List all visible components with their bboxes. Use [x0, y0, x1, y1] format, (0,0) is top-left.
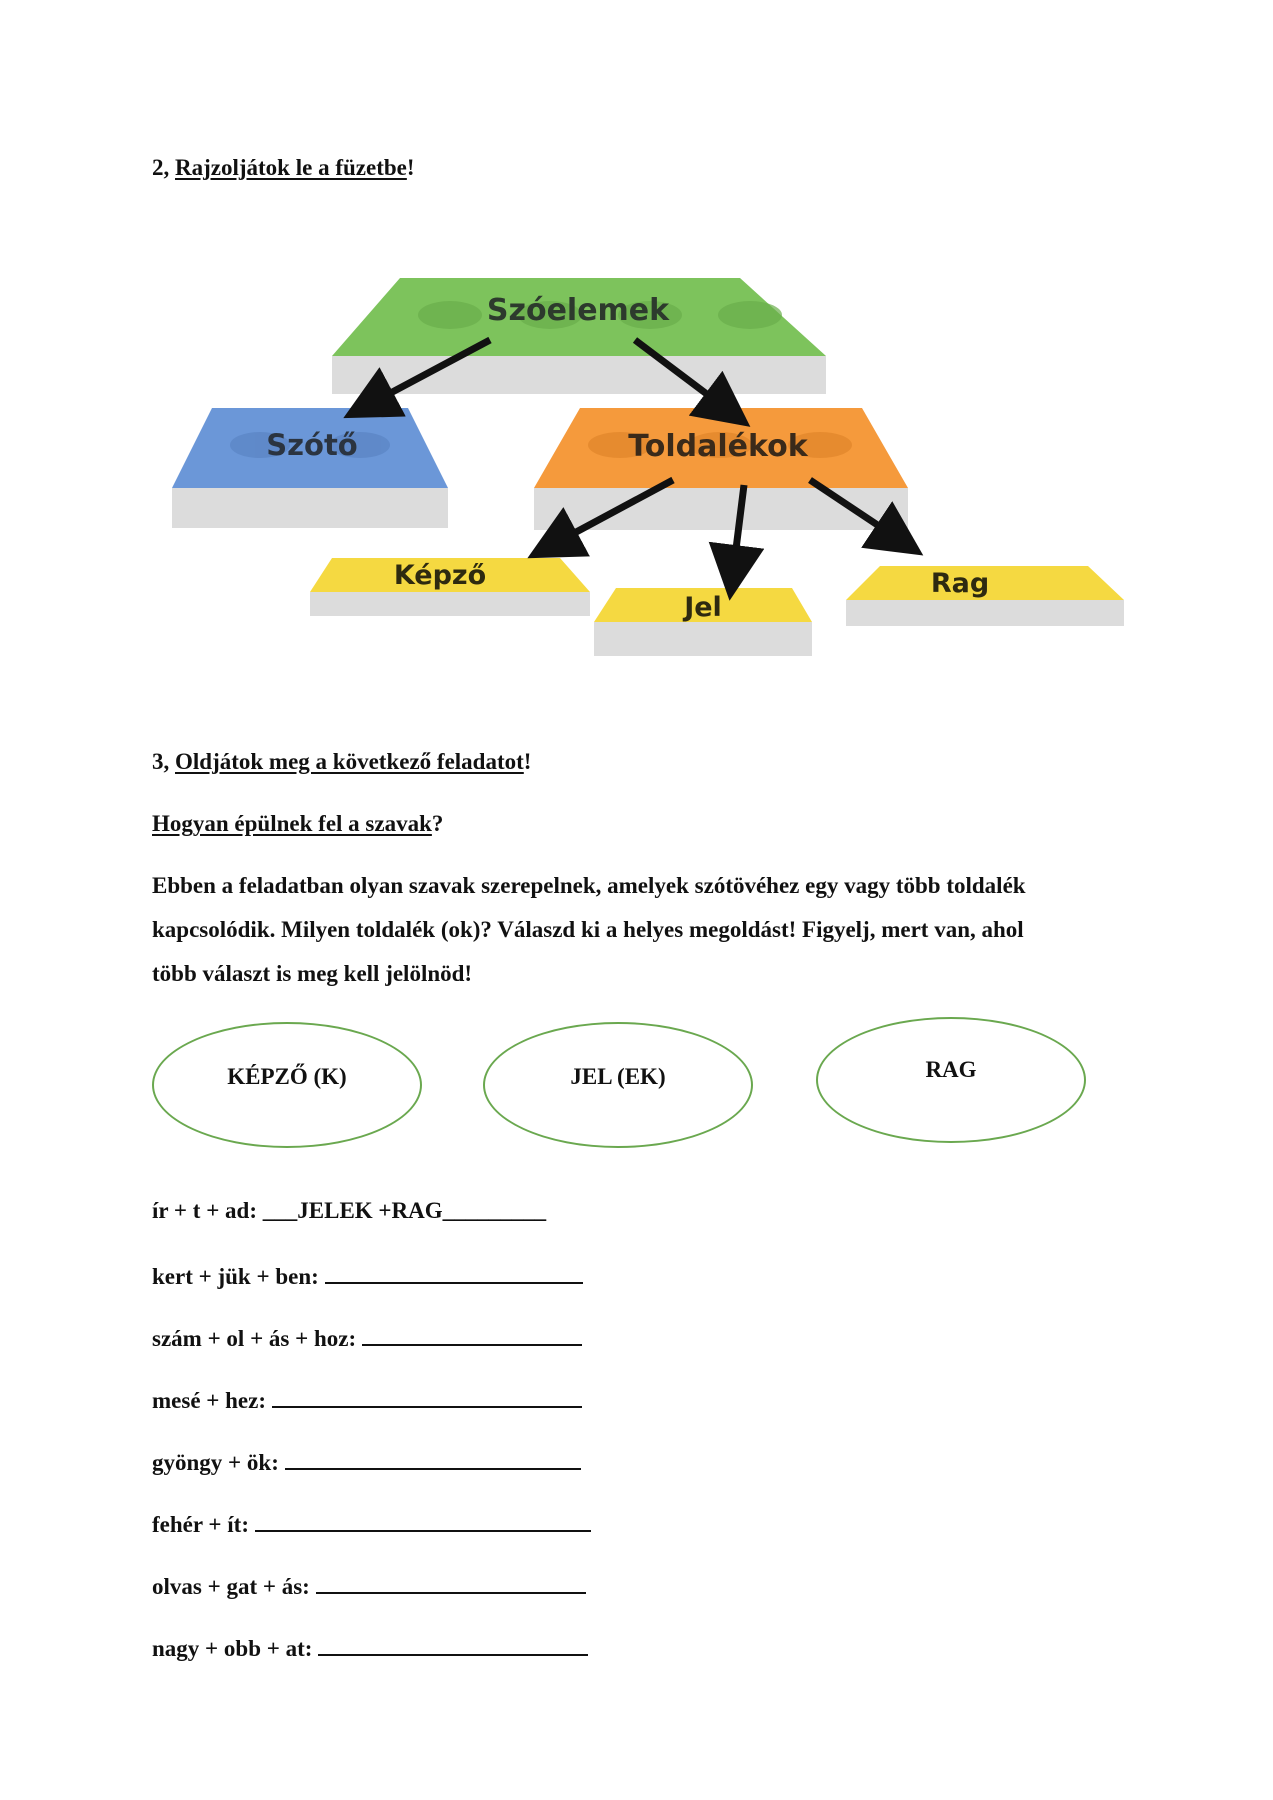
block-stem — [172, 408, 448, 528]
answer-field[interactable]: ___JELEK +RAG_________ — [262, 1198, 547, 1223]
section3-question — [152, 810, 443, 838]
section3-instruction: Oldjátok meg a következő feladatot — [175, 749, 524, 774]
section2-end: ! — [406, 155, 415, 180]
exercise-word: kert + jük + ben: — [152, 1264, 325, 1289]
option-kepzo-label: KÉPZŐ (K) — [227, 1064, 347, 1089]
block-stem-base — [172, 488, 448, 528]
exercise-word: ír + t + ad: — [152, 1198, 263, 1223]
option-rag[interactable] — [816, 1017, 1086, 1143]
label-kepzo: Képző — [393, 560, 487, 591]
exercise-word: mesé + hez: — [152, 1388, 272, 1413]
exercise-word: olvas + gat + ás: — [152, 1574, 316, 1599]
exercise-row — [152, 1322, 582, 1352]
exercise-row — [152, 1570, 586, 1600]
exercise-word: nagy + obb + at: — [152, 1636, 319, 1661]
exercise-row — [152, 1384, 582, 1414]
answer-field[interactable] — [316, 1570, 586, 1594]
exercise-row — [152, 1260, 583, 1290]
exercise-row — [152, 1446, 581, 1476]
section3-heading — [152, 748, 531, 776]
answer-field[interactable] — [285, 1446, 581, 1470]
exercise-word: gyöngy + ök: — [152, 1450, 285, 1475]
exercise-word: szám + ol + ás + hoz: — [152, 1326, 362, 1351]
block-kepzo — [310, 558, 590, 616]
section2-number: 2, — [152, 155, 175, 180]
block-rag — [846, 566, 1124, 626]
option-rag-label: RAG — [925, 1057, 977, 1082]
answer-field[interactable] — [362, 1322, 582, 1346]
label-stem: Szótő — [266, 428, 358, 462]
label-rag: Rag — [930, 568, 990, 599]
option-kepzo[interactable] — [152, 1022, 422, 1148]
answer-field[interactable] — [325, 1260, 583, 1284]
paragraph-line: Ebben a feladatban olyan szavak szerepelnek, amelyek szótövéhez egy vagy több toldalék — [152, 873, 1026, 898]
section3-end: ! — [523, 749, 532, 774]
block-jel-base — [594, 622, 812, 656]
exercise-row — [152, 1198, 546, 1224]
label-root: Szóelemek — [486, 293, 670, 328]
answer-field[interactable] — [272, 1384, 582, 1408]
question-end: ? — [431, 811, 444, 836]
paragraph-line: több választ is meg kell jelölnöd! — [152, 961, 473, 986]
label-affixes: Toldalékok — [628, 429, 808, 464]
section3-number: 3, — [152, 749, 175, 774]
option-jel[interactable] — [483, 1022, 753, 1148]
label-jel: Jel — [684, 592, 722, 623]
block-jel — [594, 588, 812, 656]
answer-field[interactable] — [255, 1508, 591, 1532]
block-kepzo-base — [310, 592, 590, 616]
question-text: Hogyan épülnek fel a szavak — [152, 811, 432, 836]
paragraph-line: kapcsolódik. Milyen toldalék (ok)? Válaszd ki a helyes megoldást! Figyelj, mert van, ahol — [152, 917, 1024, 942]
option-jel-label: JEL (EK) — [570, 1064, 666, 1089]
section2-heading — [152, 154, 415, 182]
answer-field[interactable] — [318, 1632, 588, 1656]
block-rag-base — [846, 600, 1124, 626]
block-root — [332, 278, 826, 394]
exercise-word: fehér + ít: — [152, 1512, 255, 1537]
exercise-row — [152, 1632, 588, 1662]
exercise-row — [152, 1508, 591, 1538]
section2-instruction: Rajzoljátok le a füzetbe — [175, 155, 407, 180]
word-elements-diagram — [150, 270, 1130, 670]
task-paragraph — [152, 864, 1142, 996]
